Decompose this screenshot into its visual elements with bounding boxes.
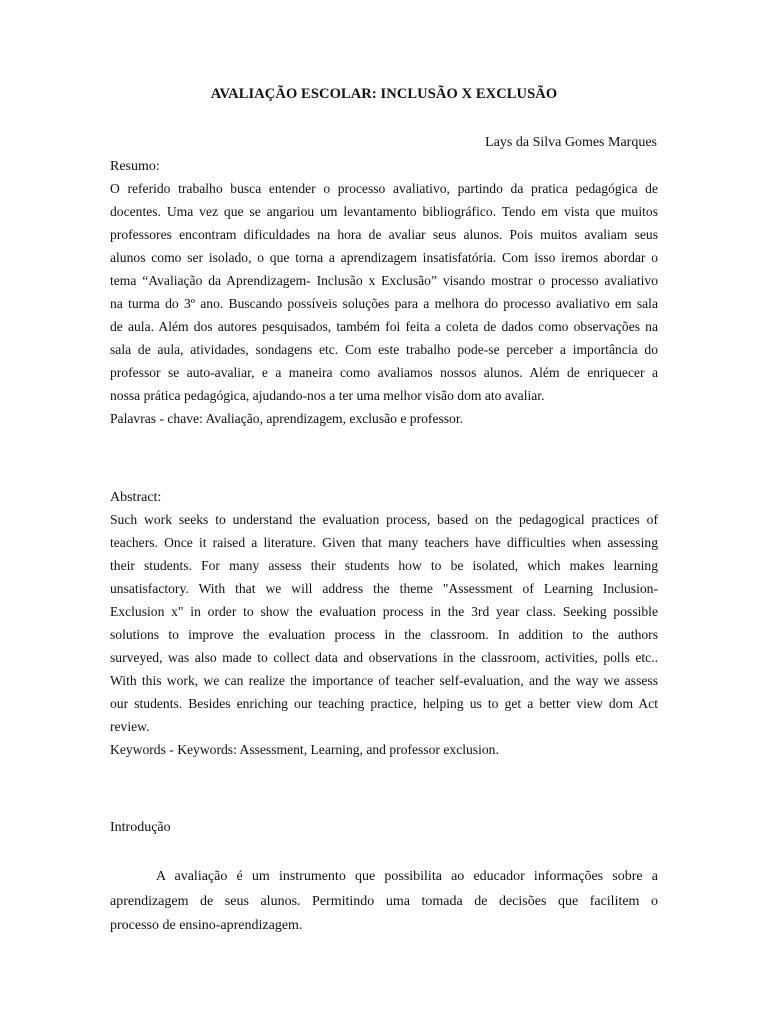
introducao-line: aprendizagem de seus alunos. Permitindo uma tomada de decisões que facilitem o xyxy=(110,893,658,909)
author-name: Lays da Silva Gomes Marques xyxy=(485,135,657,150)
resumo-line: professor se auto-avaliar, e a maneira como avaliamos nossos alunos. Além de enriquecer a xyxy=(110,365,658,380)
introducao-heading: Introdução xyxy=(110,820,171,835)
resumo-line: professores encontram dificuldades na hora de avaliar seus alunos. Pois muitos avaliam seus xyxy=(110,227,658,242)
resumo-line: na turma do 3º ano. Buscando possíveis soluções para a melhora do processo avaliativo em sala xyxy=(110,296,658,311)
abstract-body xyxy=(110,508,658,761)
abstract-heading: Abstract: xyxy=(110,490,162,505)
resumo-line: de aula. Além dos autores pesquisados, também foi feita a coleta de dados como observações na xyxy=(110,319,658,334)
introducao-line: processo de ensino-aprendizagem. xyxy=(110,918,303,933)
introducao-line: A avaliação é um instrumento que possibilita ao educador informações sobre a xyxy=(156,869,658,884)
resumo-heading: Resumo: xyxy=(110,159,160,174)
resumo-line: nossa prática pedagógica, ajudando-nos a ter uma melhor visão dom ato avaliar. xyxy=(110,388,545,403)
resumo-line: O referido trabalho busca entender o processo avaliativo, partindo da pratica pedagógica de xyxy=(110,181,658,196)
resumo-line: sala de aula, atividades, sondagens etc. Com este trabalho pode-se perceber a importância do xyxy=(110,342,658,357)
resumo-section xyxy=(110,155,658,430)
introducao-body xyxy=(110,865,658,939)
abstract-line: their students. For many assess their students how to be isolated, which makes learning xyxy=(110,558,658,573)
abstract-line: surveyed, was also made to collect data and observations in the classroom, activities, polls etc.. xyxy=(110,650,658,665)
abstract-line: Exclusion x" in order to show the evaluation process in the 3rd year class. Seeking possible xyxy=(110,604,658,619)
resumo-line: docentes. Uma vez que se angariou um levantamento bibliográfico. Tendo em vista que muitos xyxy=(110,204,658,219)
abstract-line: solutions to improve the evaluation process in the classroom. In addition to the authors xyxy=(110,627,658,642)
abstract-section xyxy=(110,486,658,761)
abstract-line: With this work, we can realize the importance of teacher self-evaluation, and the way we assess xyxy=(110,673,658,688)
document-title: AVALIAÇÃO ESCOLAR: INCLUSÃO X EXCLUSÃO xyxy=(210,86,558,102)
abstract-line: our students. Besides enriching our teaching practice, helping us to get a better view dom Act xyxy=(110,696,658,711)
abstract-line: review. xyxy=(110,719,150,734)
resumo-line: tema “Avaliação da Aprendizagem- Inclusão x Exclusão” visando mostrar o processo avaliativo xyxy=(110,273,658,288)
abstract-line: unsatisfactory. With that we will address the theme "Assessment of Learning Inclusion- xyxy=(110,581,658,596)
abstract-line: Such work seeks to understand the evaluation process, based on the pedagogical practices of xyxy=(110,512,658,527)
resumo-keywords: Palavras - chave: Avaliação, aprendizagem, exclusão e professor. xyxy=(110,411,464,426)
introducao-section xyxy=(110,816,658,839)
resumo-line: alunos como ser isolado, o que torna a aprendizagem insatisfatória. Com isso iremos abordar o xyxy=(110,250,658,265)
resumo-body xyxy=(110,177,658,430)
abstract-keywords: Keywords - Keywords: Assessment, Learning, and professor exclusion. xyxy=(110,742,499,757)
abstract-line: teachers. Once it raised a literature. Given that many teachers have difficulties when assessing xyxy=(110,535,658,550)
